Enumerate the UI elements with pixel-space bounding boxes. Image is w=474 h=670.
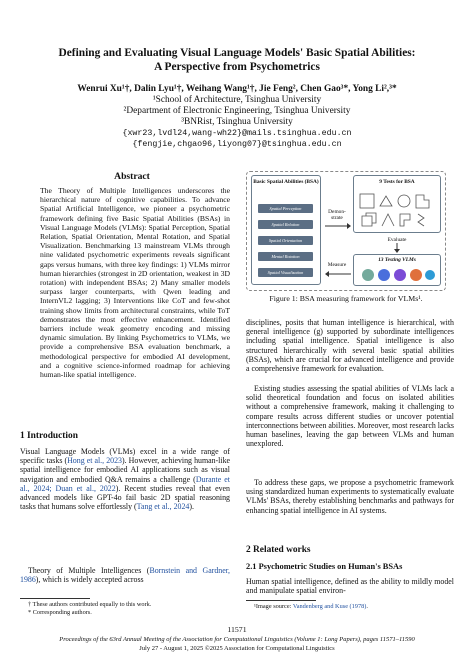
footnote-corresponding: * Corresponding authors.	[28, 608, 92, 616]
right-paragraph-3: Human spatial intelligence, defined as the ability to mildly model and manipulate spatial environ-	[246, 577, 454, 596]
citation-link[interactable]: Tang et al., 2024	[136, 502, 190, 512]
demonstrate-arrow-icon	[325, 222, 351, 230]
test-stimuli-icon	[358, 192, 438, 230]
footnote-equal-contribution: † These authors contributed equally to this work.	[28, 601, 152, 608]
date-line: July 27 - August 1, 2025 ©2025 Association for Computational Linguistics	[139, 645, 335, 652]
bsa-item-spatial-relation: Spatial Relation	[258, 220, 313, 229]
related-works-heading: 2 Related works	[246, 545, 311, 555]
intro-heading: 1 Introduction	[20, 431, 78, 441]
footnote-text: ¹Image source:	[254, 603, 293, 610]
demonstrate-label: Demon-strate	[328, 209, 346, 222]
bsa-item-spatial-perception: Spatial Perception	[258, 204, 313, 213]
right-paragraph-2: To address these gaps, we propose a psychometric framework using standardized human experiments to systematically evaluate VLMs' BSAs, thereby establishing benchmarks and pathways for enhancing spatial intelligence in AI systems.	[246, 478, 454, 515]
footnote-rule-right	[246, 600, 316, 601]
tests-panel-title: 9 Tests for BSA	[379, 179, 415, 185]
evaluate-arrow-icon	[393, 243, 401, 253]
title-line-1: Defining and Evaluating Visual Language Models' Basic Spatial Abilities:	[58, 47, 416, 59]
citation-link[interactable]: Hong et al., 2023	[67, 456, 122, 466]
page-number: 11571	[227, 625, 247, 634]
measure-label: Measure	[327, 262, 347, 268]
bsa-panel	[251, 175, 321, 285]
author-block	[20, 84, 454, 150]
vlms-panel	[353, 254, 441, 286]
footnote-rule	[20, 598, 90, 599]
bsa-item-spatial-orientation: Spatial Orientation	[258, 236, 313, 245]
intro-text-b: ). However, achieving human-like spatial intelligence for embodied AI applications such as visual navigation and embodied Q&A remains a challenge (	[20, 456, 231, 484]
intro-text-d: ).	[189, 502, 194, 512]
bsa-item-spatial-visualization: Spatial Visualization	[258, 268, 313, 277]
abstract-text: The Theory of Multiple Intelligences underscores the hierarchical nature of cognitive capabilities. To advance Spatial Artificial Intelligence, we pioneer a psychometric framework defining five Basic Spatial Abilities (BSAs) in Visual Language Models (VLMs): Spatial Perception, Spatial Relation, Spatial Orientation, Mental Rotation, and Spatial Visualization. Benchmarking 13 mainstream VLMs through nine validated psychometric experiments reveals significant gaps versus humans, with three key findings: 1) VLMs mirror human hierarchies (strongest in 2D orientation, weakest in 3D rotation) with independent BSAs; 2) Many smaller models surpass larger counterparts, with Qwen leading and InternVL2 lagging; 3) Interventions like CoT and few-shot training show limits from architectural constraints, while ToT demonstrates the most effective enhancement. Identified barriers include weak geometry encoding and missing dynamic simulation. By linking Psychometrics to VLMs, we provide a comprehensive BSA evaluation benchmark, a methodological perspective for embodied AI development, and a cognitive science-informed roadmap for achieving human-like spatial intelligence.	[40, 186, 230, 380]
citation-link[interactable]: Vandenberg and Kuse (1978)	[292, 603, 367, 610]
title-line-2: A Perspective from Psychometrics	[154, 61, 320, 73]
intro-text-e: Theory of Multiple Intelligences (	[28, 566, 150, 575]
vlms-panel-title: 13 Testing VLMs	[378, 257, 416, 263]
intro-text-a: Visual Language Models (VLMs) excel in a wide range of specific tasks (	[20, 447, 230, 466]
bsa-item-mental-rotation: Mental Rotation	[258, 252, 313, 261]
tests-panel	[353, 175, 441, 233]
affiliation-3: ³BNRist, Tsinghua University	[181, 117, 293, 127]
intro-text-c: ). Recent studies reveal that even advanced models like GPT-4o fail basic 2D spatial reasoning tasks that humans solve effortlessly (	[20, 483, 230, 512]
subsection-heading: 2.1 Psychometric Studies on Human's BSAs	[246, 562, 403, 571]
abstract-heading: Abstract	[114, 171, 150, 182]
bsa-panel-title: Basic Spatial Abilities (BSA)	[253, 179, 319, 185]
right-paragraph-gaps: Existing studies assessing the spatial abilities of VLMs lack a solid theoretical foundation and focus on isolated abilities without a comprehensive framework, making it challenging to compare results across different studies or uncover potential interconnections between abilities. Moreover, most research lacks human baselines, leaving the gap between VLMs and human unexplored.	[246, 384, 454, 449]
citation-link[interactable]: Durante et al., 2024; Duan et al., 2022	[20, 474, 230, 493]
email-line-1: {xwr23,lvdl24,wang-wh22}@mails.tsinghua.edu.cn	[122, 129, 352, 138]
footnote-image-source: ¹Image source: Vandenberg and Kuse (1978).	[254, 603, 368, 610]
affiliation-2: ²Department of Electronic Engineering, Tsinghua University	[123, 106, 351, 116]
email-line-2: {fengjie,chgao96,liyong07}@tsinghua.edu.cn	[132, 140, 342, 149]
intro-text-f: ), which is widely accepted across	[35, 575, 144, 585]
right-paragraph-1: disciplines, posits that human intelligence is hierarchical, with general intelligence (g) supported by subordinate intelligences including spatial intelligence. Spatial intelligence is also structured hierarchically with several basic spatial abilities (BSAs), which are crucial for advanced intelligence and provide a comprehensive framework for evaluation.	[246, 318, 454, 374]
intro-paragraph-1	[20, 447, 230, 511]
figure-1	[246, 171, 446, 291]
affiliation-1: ¹School of Architecture, Tsinghua University	[152, 95, 322, 105]
evaluate-label: Evaluate	[387, 237, 407, 243]
paper-title	[20, 46, 454, 74]
footnotes-left	[28, 601, 218, 616]
author-names: Wenrui Xu¹†, Dalin Lyu¹†, Weihang Wang¹†, Jie Feng², Chen Gao³*, Yong Li²,³*	[77, 84, 397, 94]
citation-link[interactable]: Bornstein and Gardner, 1986	[20, 566, 230, 585]
intro-paragraph-2	[20, 566, 230, 584]
proceedings-line: Proceedings of the 63rd Annual Meeting of the Association for Computational Linguistics (Volume 1: Long Papers), pages 11571–11590	[59, 636, 415, 643]
model-logos-icon	[360, 267, 436, 283]
figure-caption: Figure 1: BSA measuring framework for VLMs¹.	[269, 294, 423, 303]
measure-arrow-icon	[325, 270, 351, 278]
